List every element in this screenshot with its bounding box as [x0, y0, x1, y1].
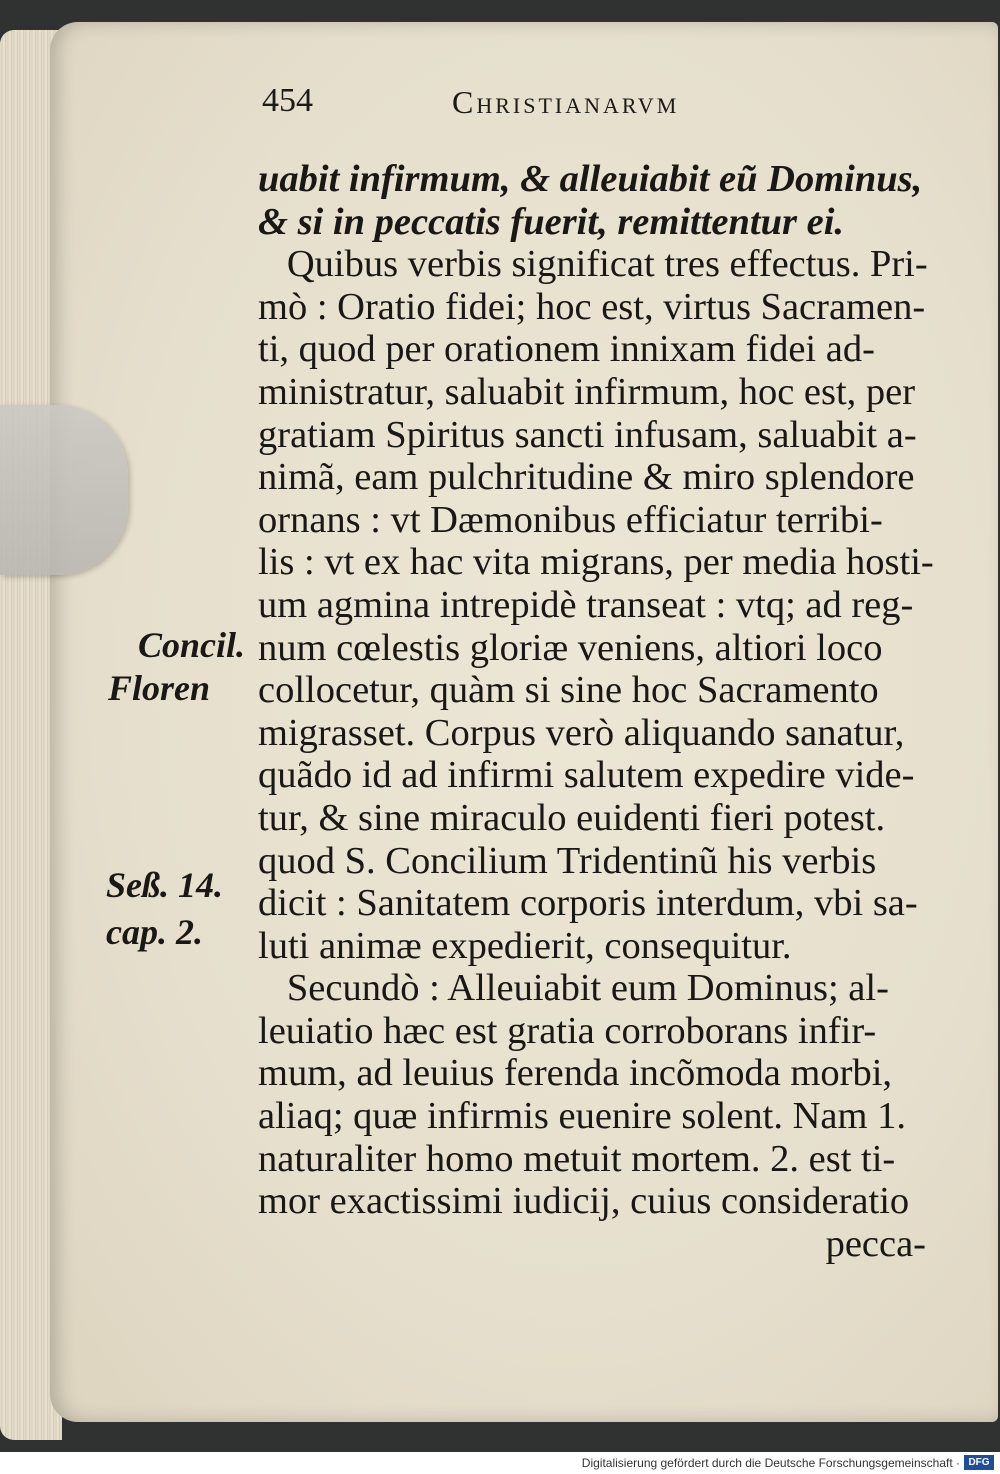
page-clip: [0, 405, 128, 575]
text-line: um agmina intrepidè transeat : vtq; ad reg-: [258, 583, 914, 626]
text-line: naturaliter homo metuit mortem. 2. est ti-: [258, 1137, 896, 1180]
text-line: uabit infirmum, & alleuiabit eũ Dominus,: [258, 158, 923, 200]
margin-note-floren: Floren: [108, 668, 211, 708]
text-line: Secundò : Alleuiabit eum Dominus; al-: [258, 967, 889, 1010]
margin-note-concil: Concil.: [138, 625, 246, 665]
text-line: num cœlestis gloriæ veniens, altiori loco: [258, 626, 883, 669]
text-line: quod S. Concilium Tridentinũ his verbis: [258, 839, 877, 882]
funding-credit: Digitalisierung gefördert durch die Deutsche Forschungsgemeinschaft ·: [581, 1456, 960, 1470]
text-line: ministratur, saluabit infirmum, hoc est, per: [258, 370, 916, 413]
margin-note-chapter: cap. 2.: [106, 912, 203, 952]
text-line: aliaq; quæ infirmis euenire solent. Nam 1.: [258, 1095, 906, 1138]
text-line: Quibus verbis significat tres effectus. Pri-: [258, 243, 928, 286]
text-line: lis : vt ex hac vita migrans, per media hosti-: [258, 541, 934, 584]
text-line: collocetur, quàm si sine hoc Sacramento: [258, 669, 879, 712]
text-line: gratiam Spiritus sancti infusam, saluabit a-: [258, 413, 917, 456]
catchword: pecca-: [825, 1222, 926, 1265]
text-line: mò : Oratio fidei; hoc est, virtus Sacramen-: [258, 285, 926, 328]
text-line: quãdo id ad infirmi salutem expedire vide-: [258, 754, 915, 797]
text-line: tur, & sine miraculo euidenti fieri potest.: [258, 796, 886, 839]
text-line: leuiatio hæc est gratia corroborans infir-: [258, 1009, 877, 1052]
text-line: nimã, eam pulchritudine & miro splendore: [258, 456, 915, 499]
text-line: ornans : vt Dæmonibus efficiatur terribi-: [258, 498, 883, 541]
text-line: mor exactissimi iudicij, cuius consideratio: [258, 1180, 910, 1223]
dfg-logo: DFG: [964, 1455, 994, 1470]
text-line: migrasset. Corpus verò aliquando sanatur,: [258, 711, 905, 754]
text-line: mum, ad leuius ferenda incõmoda morbi,: [258, 1052, 893, 1095]
text-line: & si in peccatis fuerit, remittentur ei.: [258, 200, 845, 243]
text-line: luti animæ expedierit, consequitur.: [258, 924, 792, 967]
text-line: dicit : Sanitatem corporis interdum, vbi sa-: [258, 882, 918, 925]
body-text: [258, 158, 938, 1265]
text-line: ti, quod per orationem innixam fidei ad-: [258, 328, 875, 371]
digitization-footer: [0, 1452, 1000, 1474]
page-number: 454: [262, 82, 313, 119]
page-header: [262, 82, 807, 126]
margin-note-session: Seß. 14.: [106, 865, 223, 905]
running-title: Christianarvm: [452, 84, 680, 120]
